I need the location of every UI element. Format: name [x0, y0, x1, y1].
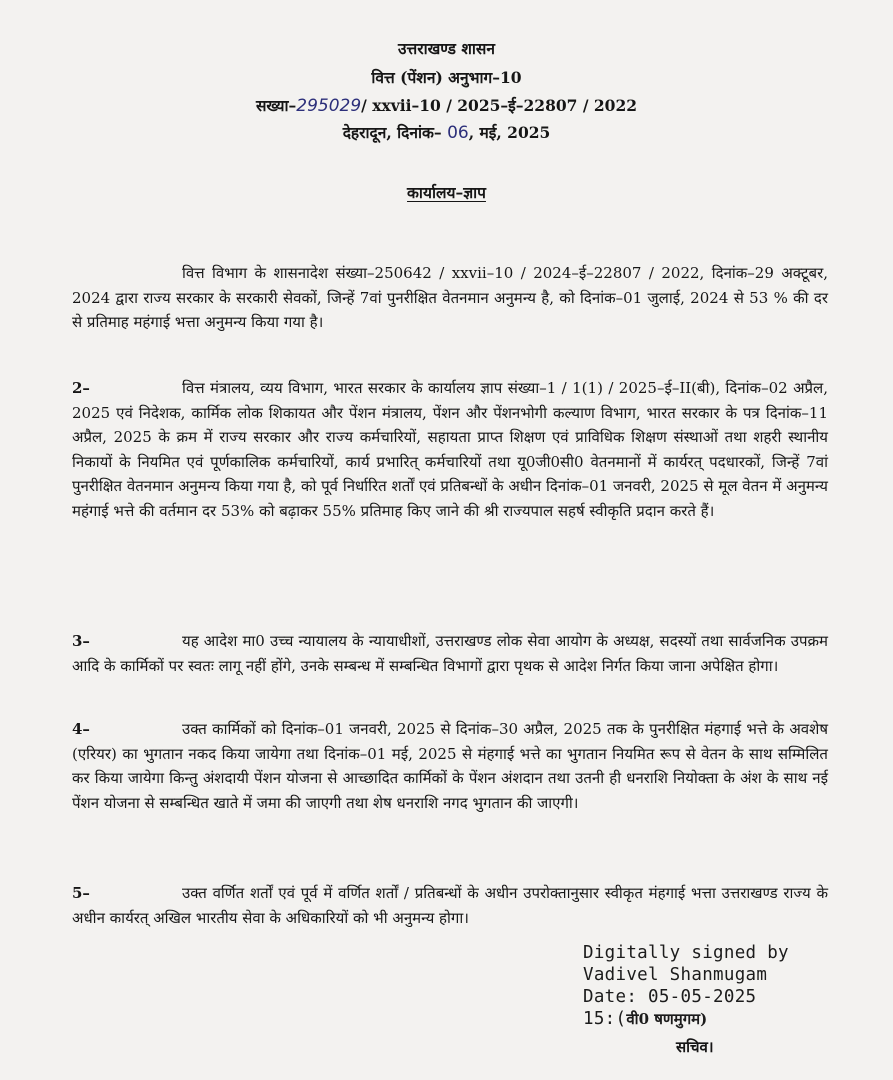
place-date — [0, 121, 893, 143]
signatory-name: वी0 षणमुगम) — [626, 1010, 708, 1028]
handwritten-day: 06 — [447, 123, 469, 143]
department-name: वित्त (पेंशन) अनुभाग–10 — [371, 68, 522, 87]
paragraph-text: उक्त वर्णित शर्तों एवं पूर्व में वर्णित शर्तों / प्रतिबन्धों के अधीन उपरोक्तानुसार स्वीकृत मंहगाई भत्ता उत्तराखण्ड राज्य के अधीन कार्यरत् अखिल भारतीय सेवा के अधिकारियों को भी अनुमन्य होगा। — [72, 884, 828, 927]
handwritten-reference: 295029 — [296, 96, 362, 116]
signature-line-4 — [583, 1008, 883, 1030]
date-prefix: देहरादून, दिनांक– — [342, 123, 442, 142]
designation: सचिव। — [676, 1038, 714, 1056]
paragraph-text: उक्त कार्मिकों को दिनांक–01 जनवरी, 2025 से दिनांक–30 अप्रैल, 2025 तक के पुनरीक्षित मंहगाई भत्ते के अवशेष (एरियर) का भुगतान नकद किया जायेगा तथा दिनांक–01 मई, 2025 से मंहगाई भत्ते का भुगतान नियमित रूप से वेतन के साथ सम्मिलित कर किया जायेगा किन्तु अंशदायी पेंशन योजना से आच्छादित कार्मिकों के पेंशन अंशदान तथा उतनी ही धनराशि नियोक्ता के अंश के साथ नई पेंशन योजना से सम्बन्धित खाते में जमा की जाएगी तथा शेष धनराशि नगद भुगतान की जाएगी। — [72, 720, 828, 812]
paragraph-text: यह आदेश मा0 उच्च न्यायालय के न्यायाधीशों, उत्तराखण्ड लोक सेवा आयोग के अध्यक्ष, सदस्यों तथा सार्वजनिक उपक्रम आदि के कार्मिकों पर स्वतः लागू नहीं होंगे, उनके सम्बन्ध में सम्बन्धित विभागों द्वारा पृथक से आदेश निर्गत किया जाना अपेक्षित होगा। — [72, 632, 828, 675]
memo-title: कार्यालय–ज्ञाप — [407, 183, 486, 202]
reference-prefix: सख्या– — [255, 96, 297, 115]
paragraph-number: 3– — [72, 632, 90, 650]
digital-signature — [583, 942, 883, 1030]
paragraph-5 — [72, 881, 828, 930]
paragraph-text: वित्त विभाग के शासनादेश संख्या–250642 / xxvii–10 / 2024–ई–22807 / 2022, दिनांक–29 अक्टूबर, 2024 द्वारा राज्य सरकार के सरकारी सेवकों, जिन्हें 7वां पुनरीक्षित वेतनमान अनुमन्य है, को दिनांक–01 जुलाई, 2024 से 53 % की दर से प्रतिमाह महंगाई भत्ता अनुमन्य किया गया है। — [72, 264, 828, 332]
paragraph-number: 2– — [72, 379, 90, 397]
government-name: उत्तराखण्ड शासन — [398, 39, 495, 58]
signature-line-2: Vadivel Shanmugam — [583, 965, 768, 985]
signature-time: 15:( — [583, 1009, 627, 1029]
paragraph-1 — [72, 261, 828, 335]
paragraph-2 — [72, 376, 828, 524]
paragraph-4 — [72, 717, 828, 815]
reference-suffix: / xxvii–10 / 2025–ई–22807 / 2022 — [361, 96, 638, 115]
date-suffix: , मई, 2025 — [468, 123, 551, 142]
paragraph-number: 4– — [72, 720, 90, 738]
signature-line-3: Date: 05-05-2025 — [583, 987, 757, 1007]
paragraph-text: वित्त मंत्रालय, व्यय विभाग, भारत सरकार के कार्यालय ज्ञाप संख्या–1 / 1(1) / 2025–ई–II(बी), दिनांक–02 अप्रैल, 2025 एवं निदेशक, कार्मिक लोक शिकायत और पेंशन मंत्रालय, पेंशन और पेंशनभोगी कल्याण विभाग, भारत सरकार के पत्र दिनांक–11 अप्रैल, 2025 के क्रम में राज्य सरकार और राज्य कर्मचारियों, सहायता प्राप्त शिक्षण एवं प्राविधिक शिक्षण संस्थाओं तथा शहरी स्थानीय निकायों के नियमित एवं पूर्णकालिक कर्मचारियों, कार्य प्रभारित् कर्मचारियों तथा यू0जी0सी0 वेतनमानों में कार्यरत् पदधारकों, जिन्हें 7वां पुनरीक्षित वेतनमान अनुमन्य किया गया है, को पूर्व निर्धारित शर्तों एवं प्रतिबन्धों के अधीन दिनांक–01 जनवरी, 2025 से मूल वेतन में अनुमन्य महंगाई भत्ते की वर्तमान दर 53% को बढ़ाकर 55% प्रतिमाह किए जाने की श्री राज्यपाल सहर्ष स्वीकृति प्रदान करते हैं। — [72, 379, 828, 520]
reference-number — [0, 94, 893, 116]
paragraph-number: 5– — [72, 884, 90, 902]
signature-line-1: Digitally signed by — [583, 943, 789, 963]
paragraph-3 — [72, 629, 828, 678]
